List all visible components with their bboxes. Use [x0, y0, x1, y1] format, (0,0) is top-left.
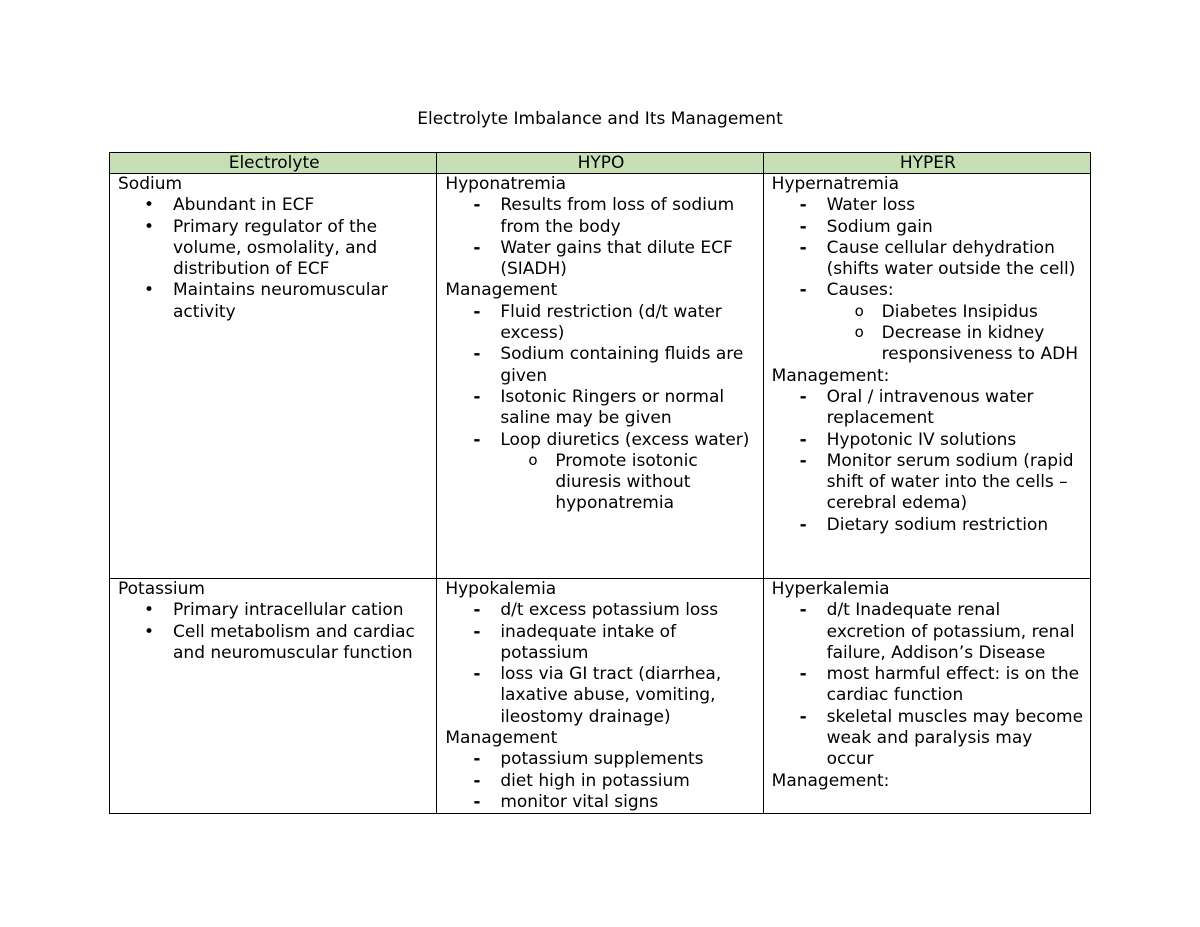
list-item: - Sodium containing fluids are given	[445, 344, 756, 387]
dash-list	[772, 195, 1084, 301]
dash-list	[445, 600, 756, 728]
list-item: - Dietary sodium restriction	[772, 515, 1084, 536]
list-item: - Results from loss of sodium from the body	[445, 195, 756, 238]
sub-list	[772, 302, 1084, 366]
bullet-list	[118, 600, 430, 664]
list-item: - Monitor serum sodium (rapid shift of water into the cells – cerebral edema)	[772, 451, 1084, 515]
list-item: - Hypotonic IV solutions	[772, 430, 1084, 451]
list-item: - loss via GI tract (diarrhea, laxative abuse, vomiting, ileostomy drainage)	[445, 664, 756, 728]
header-hyper: HYPER	[763, 153, 1090, 174]
list-item: - d/t Inadequate renal excretion of potassium, renal failure, Addison’s Disease	[772, 600, 1084, 664]
list-item: • Primary intracellular cation	[118, 600, 430, 621]
list-item: - diet high in potassium	[445, 771, 756, 792]
sub-list	[445, 451, 756, 515]
table-header-row	[110, 153, 1091, 174]
list-item: - skeletal muscles may become weak and paralysis may occur	[772, 707, 1084, 771]
list-item: • Cell metabolism and cardiac and neuromuscular function	[118, 622, 430, 665]
list-item: - Fluid restriction (d/t water excess)	[445, 302, 756, 345]
list-item: - inadequate intake of potassium	[445, 622, 756, 665]
condition-name: Hypokalemia	[445, 579, 557, 599]
document-title: Electrolyte Imbalance and Its Management	[417, 109, 783, 129]
list-item: • Maintains neuromuscular activity	[118, 280, 430, 323]
management-label: Management	[445, 728, 558, 749]
list-item: - d/t excess potassium loss	[445, 600, 756, 621]
electrolyte-table	[109, 152, 1091, 814]
list-item: • Primary regulator of the volume, osmolality, and distribution of ECF	[118, 217, 430, 281]
list-item: o Decrease in kidney responsiveness to ADH	[827, 323, 1084, 366]
list-item: - Water gains that dilute ECF (SIADH)	[445, 238, 756, 281]
management-label: Management	[445, 280, 558, 301]
cell-potassium-hypo	[437, 579, 763, 814]
cell-potassium-electrolyte	[110, 579, 437, 814]
cell-sodium-electrolyte	[110, 174, 437, 579]
list-item: o Promote isotonic diuresis without hyponatremia	[500, 451, 756, 515]
list-item: - potassium supplements	[445, 749, 756, 770]
header-hypo: HYPO	[437, 153, 763, 174]
list-item: - most harmful effect: is on the cardiac function	[772, 664, 1084, 707]
management-label: Management:	[771, 770, 890, 791]
cell-sodium-hypo	[437, 174, 763, 579]
electrolyte-name: Sodium	[118, 174, 183, 194]
condition-name: Hyponatremia	[445, 174, 566, 194]
table-row-sodium	[110, 174, 1091, 579]
dash-list	[445, 749, 756, 813]
list-item: - Causes:	[772, 280, 1084, 301]
list-item: • Abundant in ECF	[118, 195, 430, 216]
list-item: o Diabetes Insipidus	[827, 302, 1084, 323]
list-item: - monitor vital signs	[445, 792, 756, 813]
list-item: - Water loss	[772, 195, 1084, 216]
dash-list	[445, 302, 756, 451]
cell-potassium-hyper	[763, 579, 1090, 814]
bullet-list	[118, 195, 430, 323]
header-electrolyte: Electrolyte	[110, 153, 437, 174]
condition-name: Hypernatremia	[771, 174, 900, 194]
list-item: - Isotonic Ringers or normal saline may be given	[445, 387, 756, 430]
management-label: Management:	[771, 365, 890, 386]
table-row-potassium	[110, 579, 1091, 814]
list-item: - Oral / intravenous water replacement	[772, 387, 1084, 430]
list-item: - Loop diuretics (excess water)	[445, 430, 756, 451]
dash-list	[772, 600, 1084, 770]
list-item: - Sodium gain	[772, 217, 1084, 238]
dash-list	[772, 387, 1084, 536]
list-item: - Cause cellular dehydration (shifts water outside the cell)	[772, 238, 1084, 281]
condition-name: Hyperkalemia	[771, 579, 890, 599]
dash-list	[445, 195, 756, 280]
electrolyte-name: Potassium	[118, 579, 205, 599]
cell-sodium-hyper	[763, 174, 1090, 579]
